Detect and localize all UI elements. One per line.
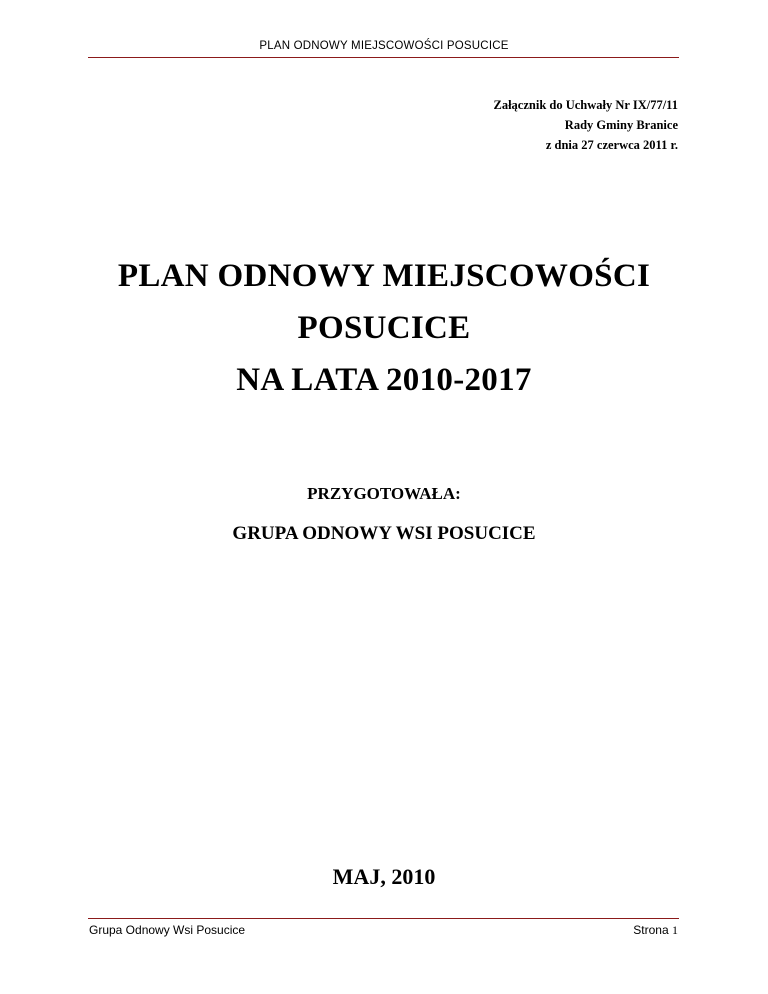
footer-page-number: 1 xyxy=(672,923,678,937)
footer-page xyxy=(633,923,678,938)
document-title-line-1: PLAN ODNOWY MIEJSCOWOŚCI xyxy=(117,258,651,294)
footer-rule xyxy=(88,918,679,919)
attachment-note xyxy=(493,95,678,155)
document-title-line-3: NA LATA 2010-2017 xyxy=(236,362,532,398)
footer-page-label: Strona xyxy=(633,923,669,937)
header-rule xyxy=(88,57,679,58)
document-date: MAJ, 2010 xyxy=(332,864,436,889)
prepared-by-author: GRUPA ODNOWY WSI POSUCICE xyxy=(232,523,536,544)
attachment-note-line-2: Rady Gminy Branice xyxy=(564,118,678,132)
prepared-by-label: PRZYGOTOWAŁA: xyxy=(307,484,461,503)
attachment-note-line-1: Załącznik do Uchwały Nr IX/77/11 xyxy=(493,98,678,112)
footer-author: Grupa Odnowy Wsi Posucice xyxy=(89,923,246,937)
document-title-line-2: POSUCICE xyxy=(297,310,471,346)
attachment-note-line-3: z dnia 27 czerwca 2011 r. xyxy=(545,138,678,152)
document-title xyxy=(0,250,768,406)
running-header: PLAN ODNOWY MIEJSCOWOŚCI POSUCICE xyxy=(259,40,509,52)
